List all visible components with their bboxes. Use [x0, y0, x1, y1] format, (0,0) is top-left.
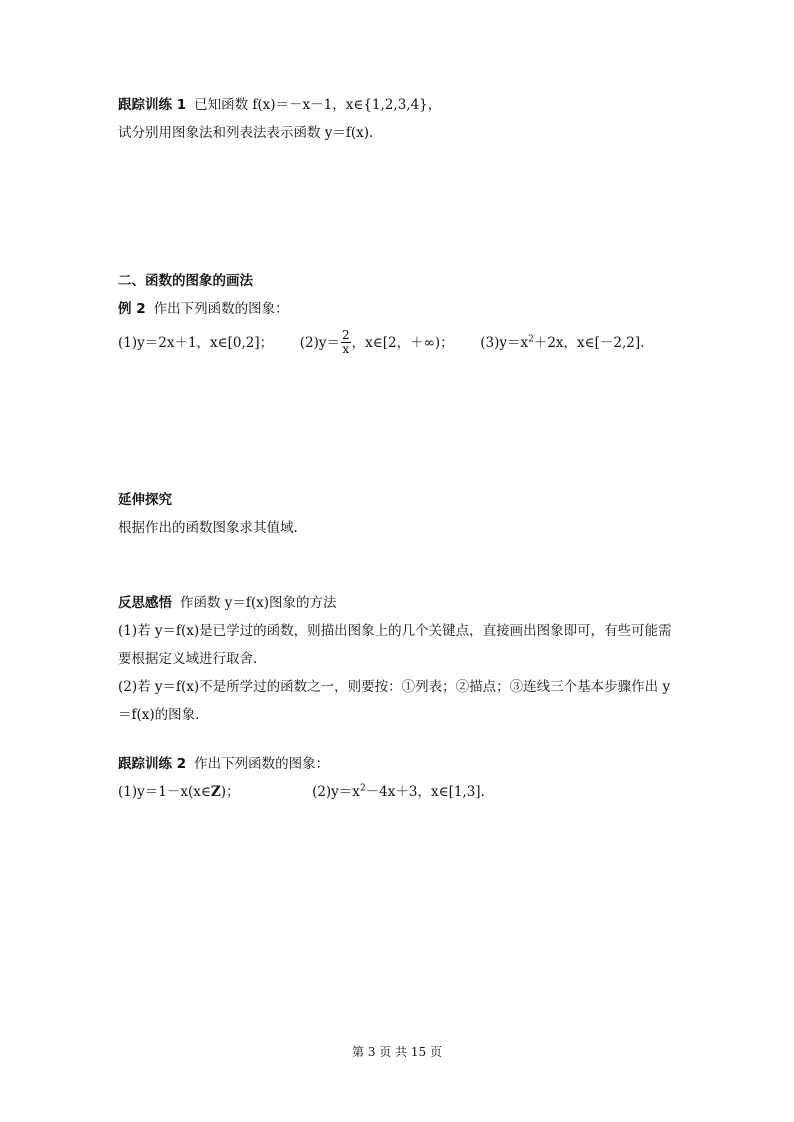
extension-text: 根据作出的函数图象求其值域. [118, 520, 298, 536]
practice-2-item-1-suffix: )； [220, 784, 240, 800]
example-2-text: 作出下列函数的图象： [153, 301, 289, 317]
practice-2-items [118, 783, 485, 801]
reflection-p2-line-1: (2)若 y＝f(x)不是所学过的函数之一，则要按：①列表；②描点；③连线三个基本步骤作出 y [118, 679, 671, 695]
practice-1-label: 跟踪训练 1 [118, 97, 187, 113]
practice-2-text: 作出下列函数的图象： [194, 756, 330, 772]
practice-2-item-1-prefix: (1)y＝1－x(x∈ [118, 784, 211, 800]
extension-heading: 延伸探究 [118, 492, 172, 508]
page-footer: 第 3 页 共 15 页 [352, 1045, 442, 1059]
practice-2-item-1 [118, 784, 239, 800]
practice-2-item-2 [312, 784, 485, 800]
fraction-denominator: x [342, 342, 350, 356]
fraction-numerator: 2 [342, 328, 350, 342]
reflection-title: 作函数 y＝f(x)图象的方法 [180, 595, 337, 611]
section-heading: 二、函数的图象的画法 [118, 273, 253, 289]
practice-1-line-1 [118, 96, 441, 114]
practice-1-text: 已知函数 f(x)＝－x－1，x∈{1,2,3,4}， [194, 97, 442, 113]
example-2-item-2-prefix: (2)y＝ [299, 335, 340, 351]
example-2-label: 例 2 [118, 301, 146, 317]
example-2-items [118, 330, 644, 357]
practice-2-line [118, 755, 329, 773]
integer-set-symbol: Z [210, 784, 221, 800]
reflection-line [118, 594, 337, 612]
superscript: 2 [359, 783, 366, 794]
example-2-item-2-suffix: ，x∈[2，＋∞)； [351, 335, 454, 351]
reflection-p2-line-2: ＝f(x)的图象. [118, 707, 200, 723]
reflection-p1-line-2: 要根据定义域进行取舍. [118, 651, 258, 667]
example-2-line [118, 300, 289, 318]
superscript: 2 [528, 334, 534, 345]
example-2-item-2 [299, 328, 454, 356]
practice-2-item-2-prefix: (2)y＝x [312, 784, 360, 800]
reflection-label: 反思感悟 [118, 595, 172, 611]
reflection-p1-line-1: (1)若 y＝f(x)是已学过的函数，则描出图象上的几个关键点，直接画出图象即可，有些可能需 [118, 623, 672, 639]
practice-2-item-2-suffix: －4x＋3，x∈[1,3]. [365, 784, 485, 800]
example-2-item-3-prefix: (3)y＝x [480, 335, 529, 351]
practice-1-line-2: 试分别用图象法和列表法表示函数 y＝f(x). [118, 125, 374, 141]
practice-2-label: 跟踪训练 2 [118, 756, 187, 772]
example-2-item-3 [480, 335, 644, 351]
example-2-item-3-suffix: ＋2x，x∈[－2,2]. [533, 335, 645, 351]
example-2-item-1: (1)y＝2x＋1，x∈[0,2]； [118, 335, 274, 351]
fraction [341, 329, 351, 356]
